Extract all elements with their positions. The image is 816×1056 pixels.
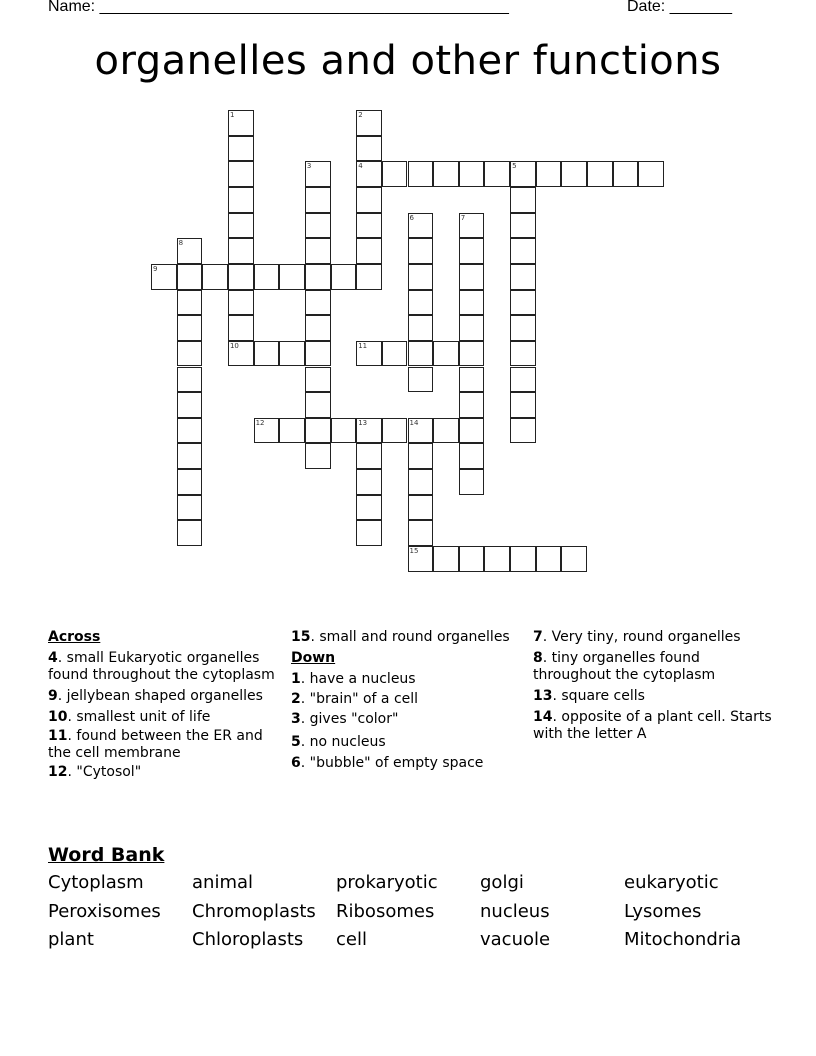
word-bank-item: Chloroplasts [192, 929, 304, 950]
crossword-cell[interactable] [459, 367, 485, 393]
crossword-cell[interactable] [356, 110, 382, 136]
crossword-cell[interactable] [638, 161, 664, 187]
crossword-cell[interactable] [408, 495, 434, 521]
crossword-cell[interactable] [408, 443, 434, 469]
crossword-cell[interactable] [356, 341, 382, 367]
crossword-cell[interactable] [305, 187, 331, 213]
clue-number: 1 [229, 111, 235, 119]
crossword-cell[interactable] [408, 238, 434, 264]
crossword-cell[interactable] [510, 418, 536, 444]
clue-number: 7 [460, 213, 466, 222]
crossword-cell[interactable] [459, 238, 485, 264]
word-bank-item: prokaryotic [336, 872, 438, 893]
crossword-cell[interactable] [587, 161, 613, 187]
crossword-cell[interactable] [356, 238, 382, 264]
crossword-cell[interactable] [459, 315, 485, 341]
crossword-cell[interactable] [382, 418, 408, 444]
crossword-cell[interactable] [561, 161, 587, 187]
clue-number: 13 [358, 418, 368, 427]
crossword-cell[interactable] [305, 367, 331, 393]
crossword-cell[interactable] [177, 443, 203, 469]
crossword-cell[interactable] [305, 341, 331, 367]
crossword-cell[interactable] [510, 367, 536, 393]
crossword-cell[interactable] [279, 418, 305, 444]
clue-down-2: 2. "brain" of a cell [291, 691, 419, 707]
crossword-cell[interactable] [459, 341, 485, 367]
crossword-cell[interactable] [408, 341, 434, 367]
clue-down-5: 5. no nucleus [291, 734, 386, 750]
word-bank-item: Peroxisomes [48, 900, 161, 922]
crossword-cell[interactable] [510, 341, 536, 367]
crossword-cell[interactable] [356, 136, 382, 162]
crossword-cell[interactable] [305, 238, 331, 264]
clue-number: 8 [178, 239, 184, 248]
clue-across-10: 10. smallest unit of life [48, 709, 211, 725]
crossword-cell[interactable] [356, 495, 382, 521]
clue-down-13: 13. square cells [533, 688, 645, 704]
clue-number: 14 [409, 418, 419, 427]
crossword-cell[interactable] [177, 418, 203, 444]
clue-down-1: 1. have a nucleus [291, 671, 416, 687]
crossword-cell[interactable] [408, 367, 434, 393]
crossword-cell[interactable] [177, 315, 203, 341]
word-bank-row [48, 872, 768, 901]
crossword-cell[interactable] [228, 213, 254, 239]
crossword-cell[interactable] [408, 290, 434, 316]
crossword-cell[interactable] [254, 341, 280, 367]
crossword-cell[interactable] [228, 161, 254, 187]
crossword-cell[interactable] [228, 187, 254, 213]
crossword-cell[interactable] [484, 546, 510, 572]
crossword-cell[interactable] [510, 392, 536, 418]
crossword-cell[interactable] [510, 290, 536, 316]
date-field[interactable]: Date: _______ [627, 0, 732, 15]
clue-across-11: 11. found between the ER and the cell membrane [48, 728, 263, 761]
crossword-cell[interactable] [305, 264, 331, 290]
crossword-cell[interactable] [356, 443, 382, 469]
crossword-cell[interactable] [459, 546, 485, 572]
crossword-cell[interactable] [305, 418, 331, 444]
word-bank-item: Mitochondria [624, 929, 742, 950]
crossword-cell[interactable] [228, 136, 254, 162]
crossword-cell[interactable] [177, 367, 203, 393]
word-bank-item: vacuole [480, 929, 551, 950]
crossword-cell[interactable] [459, 469, 485, 495]
crossword-cell[interactable] [408, 520, 434, 546]
crossword-cell[interactable] [459, 443, 485, 469]
word-bank-item: animal [192, 872, 254, 893]
crossword-cell[interactable] [408, 418, 434, 444]
crossword-cell[interactable] [254, 418, 280, 444]
crossword-cell[interactable] [305, 290, 331, 316]
crossword-cell[interactable] [510, 315, 536, 341]
crossword-cell[interactable] [177, 290, 203, 316]
crossword-cell[interactable] [356, 187, 382, 213]
crossword-cell[interactable] [279, 264, 305, 290]
clues-column-3 [533, 629, 773, 747]
clue-down-7: 7. Very tiny, round organelles [533, 629, 741, 645]
crossword-cell[interactable] [510, 161, 536, 187]
crossword-cell[interactable] [228, 341, 254, 367]
crossword-cell[interactable] [305, 161, 331, 187]
crossword-cell[interactable] [177, 469, 203, 495]
crossword-cell[interactable] [408, 469, 434, 495]
crossword-cell[interactable] [561, 546, 587, 572]
crossword-cell[interactable] [382, 341, 408, 367]
crossword-cell[interactable] [510, 546, 536, 572]
crossword-cell[interactable] [459, 213, 485, 239]
crossword-cell[interactable] [510, 238, 536, 264]
crossword-cell[interactable] [408, 315, 434, 341]
word-bank [48, 872, 768, 958]
clue-number: 3 [306, 162, 312, 171]
crossword-cell[interactable] [459, 392, 485, 418]
clue-number: 4 [358, 162, 363, 171]
page-title: organelles and other functions [94, 38, 722, 84]
clue-number: 5 [512, 162, 517, 171]
clues-column-2 [291, 629, 523, 776]
word-bank-item: nucleus [480, 900, 550, 922]
clue-down-14: 14. opposite of a plant cell. Starts with the letter A [533, 709, 772, 742]
crossword-cell[interactable] [177, 341, 203, 367]
clue-across-15: 15. small and round organelles [291, 629, 510, 645]
clue-down-8: 8. tiny organelles found throughout the cytoplasm [533, 650, 716, 683]
clue-across-4: 4. small Eukaryotic organelles found throughout the cytoplasm [48, 650, 275, 683]
clue-down-6: 6. "bubble" of empty space [291, 755, 484, 771]
crossword-cell[interactable] [331, 418, 357, 444]
crossword-cell[interactable] [382, 161, 408, 187]
crossword-cell[interactable] [177, 392, 203, 418]
crossword-cell[interactable] [510, 187, 536, 213]
crossword-cell[interactable] [356, 520, 382, 546]
crossword-cell[interactable] [228, 264, 254, 290]
crossword-cell[interactable] [433, 341, 459, 367]
crossword-cell[interactable] [356, 418, 382, 444]
crossword-cell[interactable] [536, 161, 562, 187]
crossword-cell[interactable] [484, 161, 510, 187]
clue-number: 9 [153, 264, 158, 273]
crossword-cell[interactable] [228, 238, 254, 264]
crossword-cell[interactable] [177, 495, 203, 521]
crossword-cell[interactable] [356, 264, 382, 290]
crossword-cell[interactable] [408, 213, 434, 239]
crossword-cell[interactable] [177, 264, 203, 290]
crossword-cell[interactable] [433, 418, 459, 444]
crossword-cell[interactable] [459, 418, 485, 444]
crossword-cell[interactable] [356, 161, 382, 187]
crossword-cell[interactable] [305, 392, 331, 418]
crossword-cell[interactable] [408, 264, 434, 290]
clue-across-9: 9. jellybean shaped organelles [48, 688, 263, 704]
crossword-cell[interactable] [536, 546, 562, 572]
down-heading: Down [291, 650, 336, 666]
crossword-cell[interactable] [408, 161, 434, 187]
crossword-cell[interactable] [510, 213, 536, 239]
word-bank-item: plant [48, 929, 94, 950]
crossword-cell[interactable] [151, 264, 177, 290]
across-heading: Across [48, 629, 101, 645]
crossword-cell[interactable] [459, 161, 485, 187]
crossword-cell[interactable] [613, 161, 639, 187]
crossword-cell[interactable] [510, 264, 536, 290]
word-bank-row [48, 929, 768, 958]
crossword-cell[interactable] [356, 213, 382, 239]
crossword-cell[interactable] [305, 443, 331, 469]
crossword-cell[interactable] [254, 264, 280, 290]
crossword-cell[interactable] [459, 290, 485, 316]
word-bank-row [48, 901, 768, 930]
crossword-cell[interactable] [228, 315, 254, 341]
name-field[interactable]: Name: ______________________________________________ [48, 0, 509, 15]
clue-down-3: 3. gives "color" [291, 711, 399, 727]
word-bank-item: Chromoplasts [192, 900, 316, 922]
crossword-cell[interactable] [305, 315, 331, 341]
clue-number: 12 [255, 418, 265, 427]
clues-column-1 [48, 629, 280, 785]
word-bank-title: Word Bank [48, 844, 165, 866]
crossword-cell[interactable] [228, 110, 254, 136]
crossword-cell[interactable] [433, 546, 459, 572]
word-bank-item: cell [336, 929, 367, 950]
crossword-cell[interactable] [279, 341, 305, 367]
crossword-cell[interactable] [228, 290, 254, 316]
clue-number: 6 [409, 213, 414, 222]
clue-across-12: 12. "Cytosol" [48, 764, 142, 780]
crossword-cell[interactable] [408, 546, 434, 572]
clue-number: 2 [358, 111, 363, 119]
crossword-cell[interactable] [305, 213, 331, 239]
word-bank-item: Ribosomes [336, 900, 435, 922]
clue-number: 15 [409, 547, 419, 556]
crossword-cell[interactable] [459, 264, 485, 290]
word-bank-item: eukaryotic [624, 872, 719, 893]
word-bank-item: Lysomes [624, 900, 702, 922]
clue-number: 10 [229, 341, 239, 350]
word-bank-item: Cytoplasm [48, 872, 144, 893]
crossword-cell[interactable] [356, 469, 382, 495]
clue-number: 11 [358, 341, 368, 350]
crossword-cell[interactable] [433, 161, 459, 187]
crossword-cell[interactable] [202, 264, 228, 290]
word-bank-item: golgi [480, 872, 524, 893]
crossword-cell[interactable] [331, 264, 357, 290]
crossword-cell[interactable] [177, 520, 203, 546]
crossword-cell[interactable] [177, 238, 203, 264]
